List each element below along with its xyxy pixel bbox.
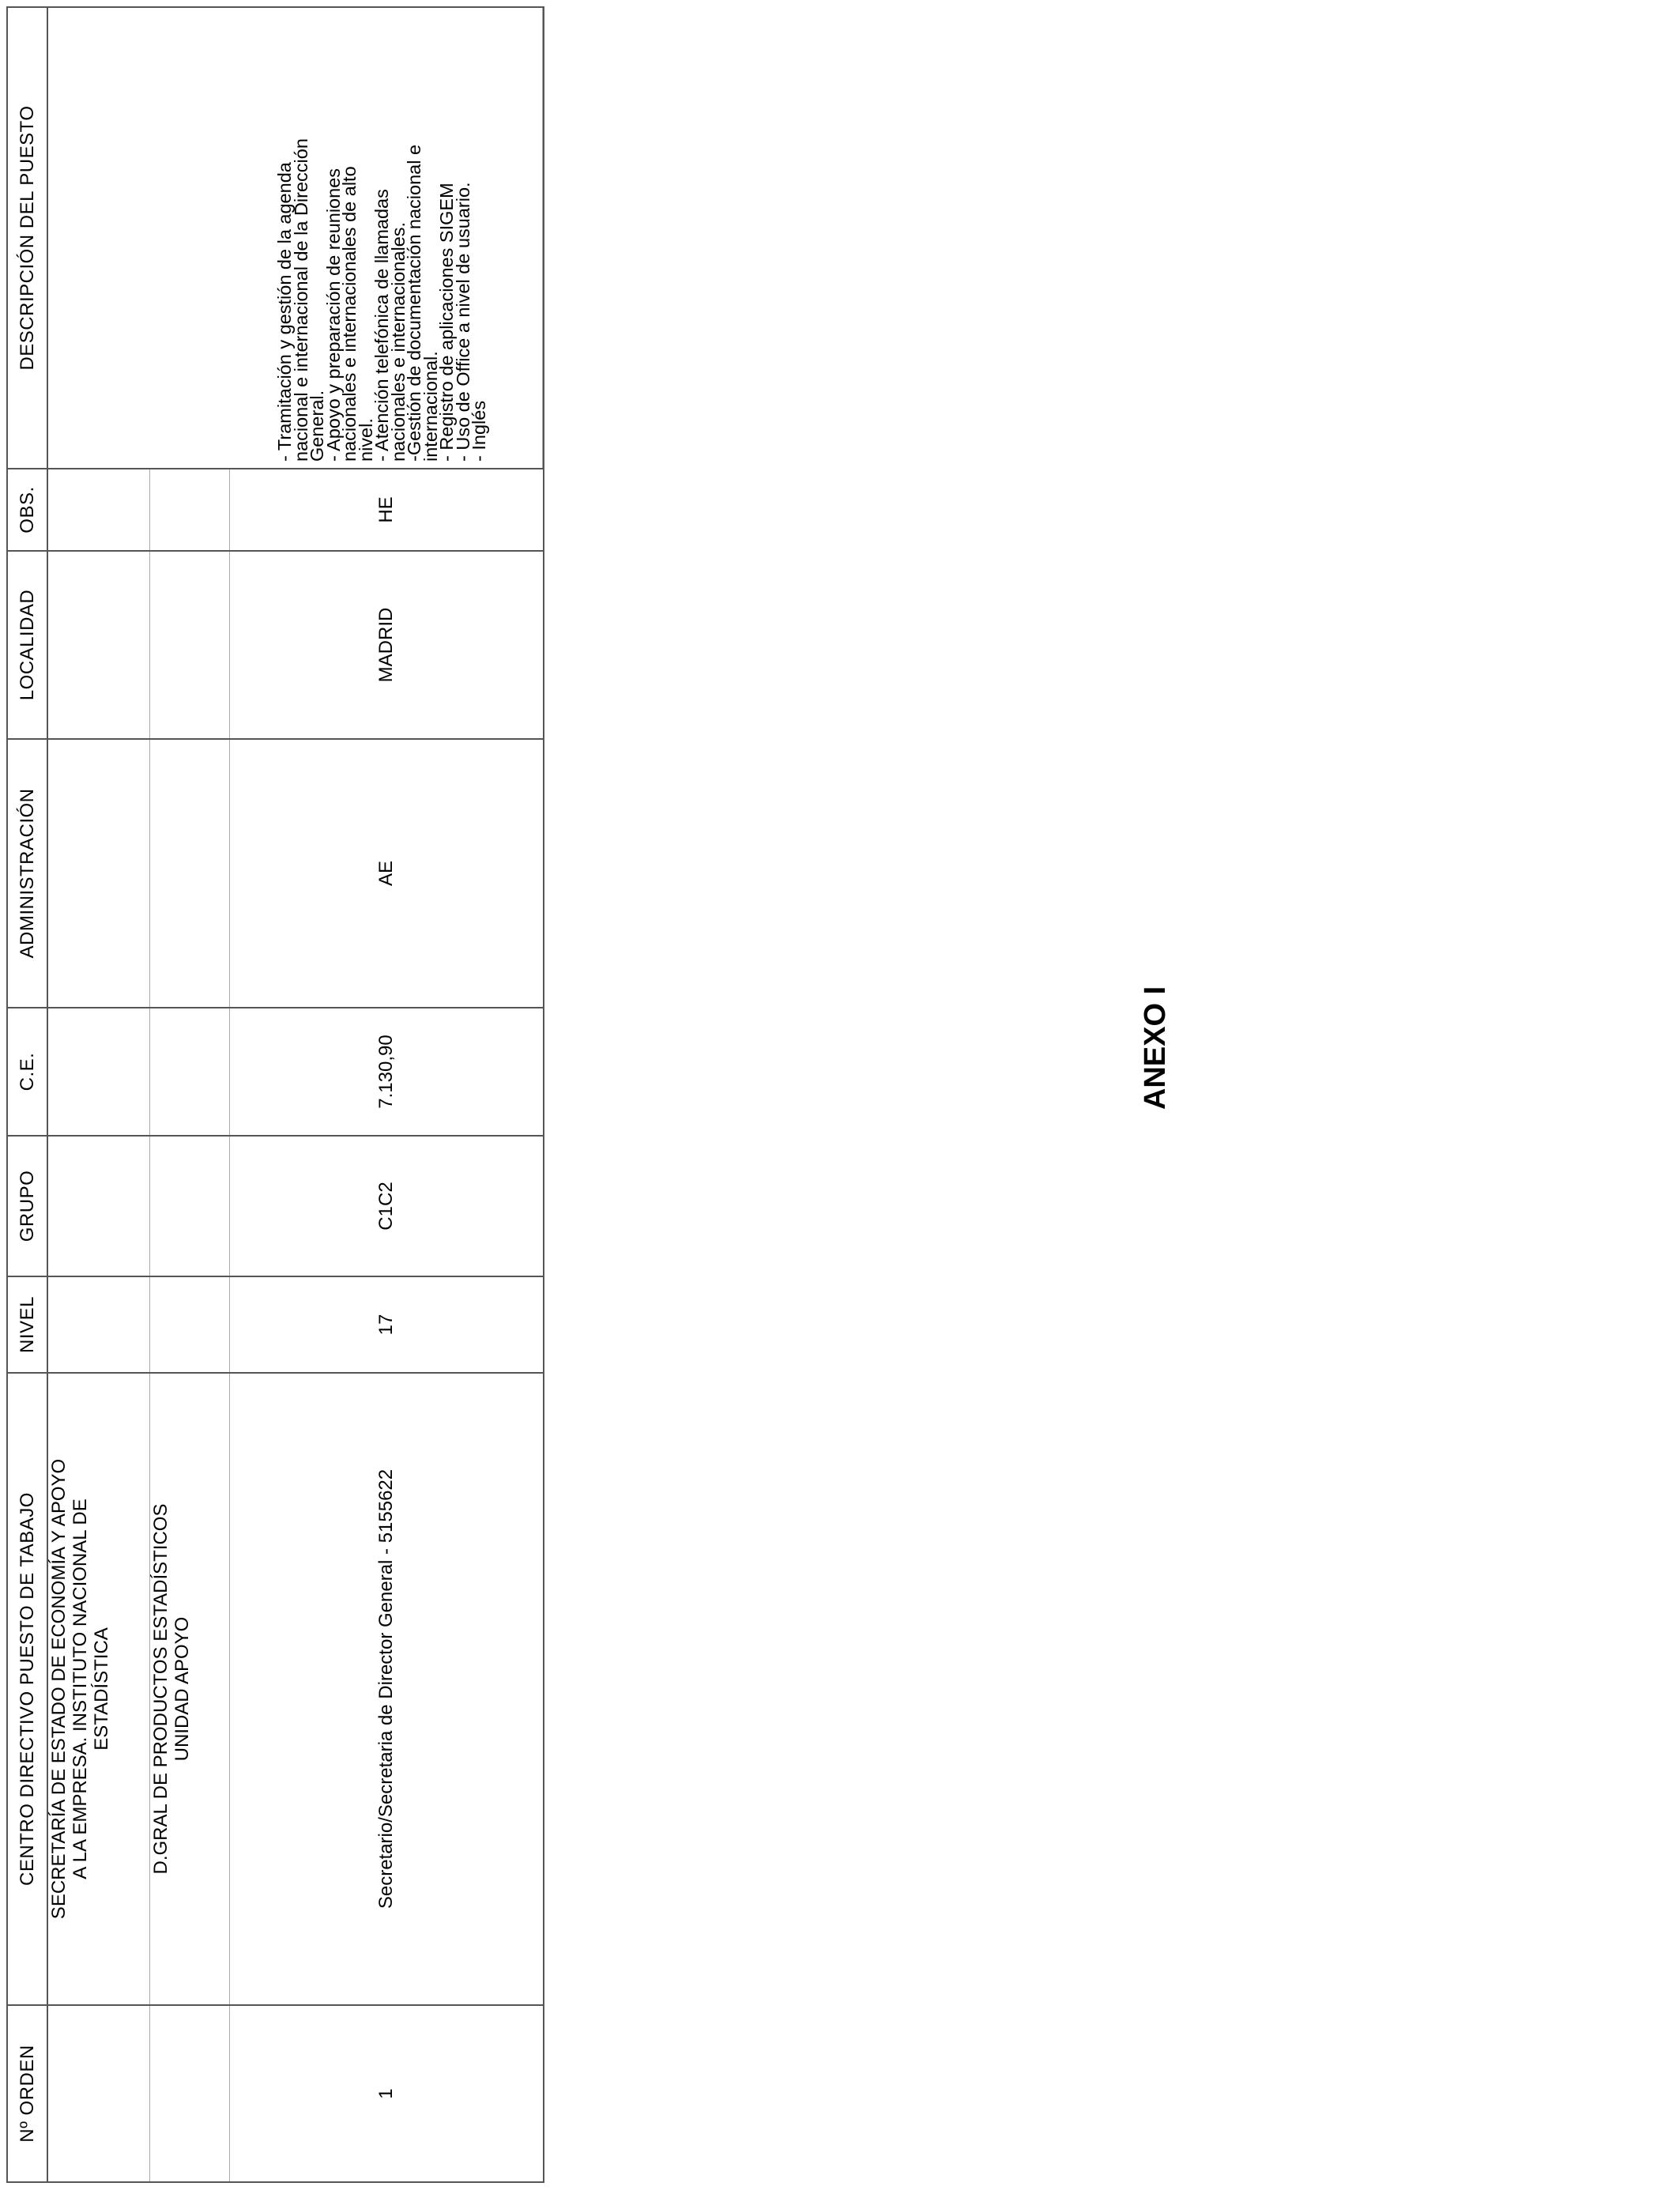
header-ce: C.E. [7,1008,47,1136]
cell-empty [542,1008,544,1136]
secretaria-line: SECRETARÍA DE ESTADO DE ECONOMÍA Y APOYO [48,1458,70,1920]
cell-localidad: MADRID [230,551,543,739]
cell-empty [542,7,544,469]
header-obs: OBS. [7,469,47,551]
direccion-line: UNIDAD APOYO [171,1616,193,1762]
centro-row [47,7,150,2182]
header-descripcion: DESCRIPCIÓN DEL PUESTO [7,7,47,469]
desc-line: nacionales e internacionales. [387,221,409,462]
desc-line: General. [307,390,327,462]
header-orden: Nº ORDEN [7,2005,47,2182]
cell-empty [47,1136,150,1276]
cell-empty [150,739,230,1008]
desc-line: - Apoyo y preparación de reuniones [322,168,344,462]
document-title: ANEXO I [1139,986,1172,1110]
anexo-table [6,6,544,2183]
cell-administracion: AE [230,739,543,1008]
cell-empty [47,469,150,551]
cell-direccion [150,1373,230,2005]
desc-line: - Inglés [469,400,489,462]
cell-empty [47,1008,150,1136]
cell-empty [542,1136,544,1276]
cell-empty [150,469,230,551]
direccion-line: D.GRAL DE PRODUCTOS ESTADÍSTICOS [150,1503,171,1875]
cell-orden: 1 [230,2005,543,2182]
secretaria-line: ESTADÍSTICA [91,1627,112,1751]
cell-empty [47,551,150,739]
desc-line: - Atención telefónica de llamadas [371,189,392,462]
cell-empty [150,551,230,739]
secretaria-line: A LA EMPRESA. INSTITUTO NACIONAL DE [70,1498,91,1879]
cell-puesto: Secretario/Secretaria de Director General - 5155622 [230,1373,543,2005]
cell-empty [542,551,544,739]
cell-secretaria [47,1373,150,2005]
desc-line: - Uso de Office a nivel de usuario. [452,182,473,462]
cell-empty [542,2005,544,2182]
desc-line: - Registro de aplicaciones SIGEM [436,183,457,462]
cell-ce: 7.130,90 [230,1008,543,1136]
cell-empty [150,2005,230,2182]
header-grupo: GRUPO [7,1136,47,1276]
cell-empty [150,1276,230,1373]
desc-line: nacionales e internacionales de alto [339,166,360,462]
cell-empty [542,739,544,1008]
cell-empty [542,469,544,551]
cell-nivel: 17 [230,1276,543,1373]
desc-spacer [51,14,277,462]
desc-line: - Tramitación y gestión de la agenda [274,162,295,462]
cell-empty [542,1276,544,1373]
cell-empty [150,1136,230,1276]
desc-line: nacional e internacional de la Dirección [290,138,311,462]
cell-empty [150,1008,230,1136]
cell-empty [542,1373,544,2005]
table-bottom-row [542,7,544,2182]
header-administracion: ADMINISTRACIÓN [7,739,47,1008]
cell-grupo: C1C2 [230,1136,543,1276]
header-nivel: NIVEL [7,1276,47,1373]
cell-empty [47,739,150,1008]
header-centro: CENTRO DIRECTIVO PUESTO DE TABAJO [7,1373,47,2005]
header-localidad: LOCALIDAD [7,551,47,739]
cell-empty [47,2005,150,2182]
cell-descripcion [47,7,542,469]
desc-line: -Gestión de documentación nacional e [404,144,424,462]
header-row [7,7,47,2182]
cell-obs: HE [230,469,543,551]
desc-line: nivel. [355,418,376,462]
cell-empty [47,1276,150,1373]
desc-line: internacional. [420,351,441,462]
